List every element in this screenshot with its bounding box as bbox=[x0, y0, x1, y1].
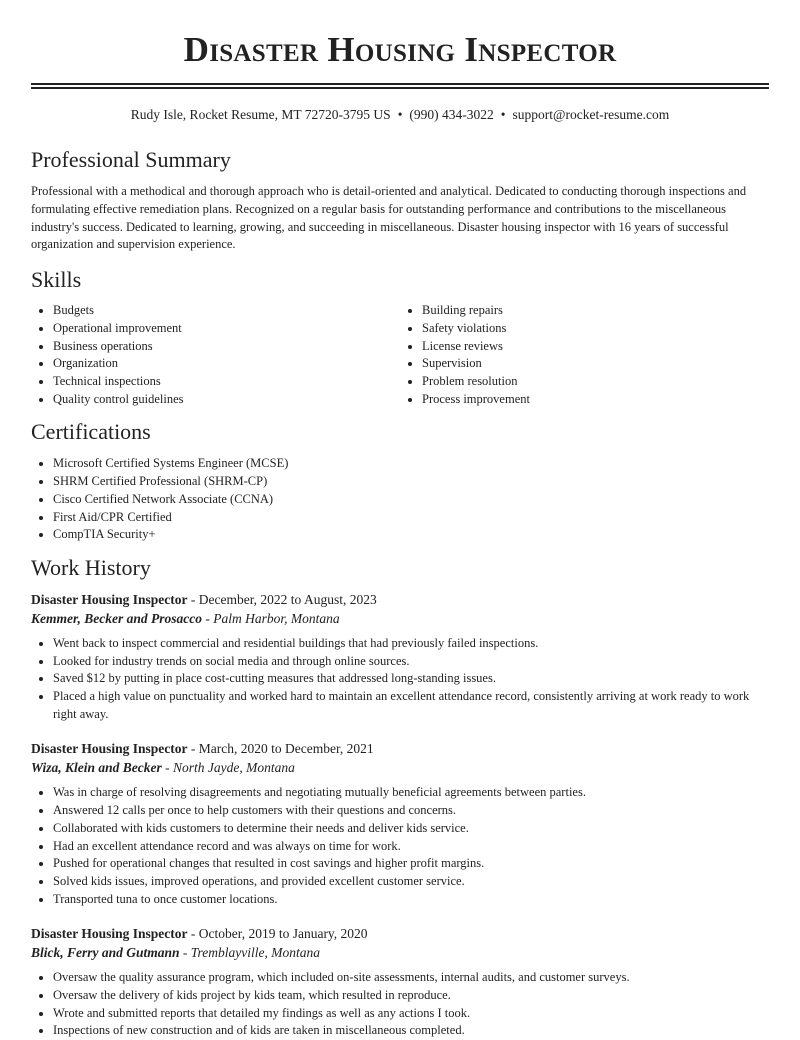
skill-item: • Building repairs bbox=[422, 302, 769, 320]
job-bullet: • Was in charge of resolving disagreements and negotiating mutually beneficial agreements between parties. bbox=[53, 784, 769, 802]
job-bullet: • Wrote and submitted reports that detailed my findings as well as any actions I took. bbox=[53, 1005, 769, 1023]
job-dates: - October, 2019 to January, 2020 bbox=[187, 926, 368, 942]
job-title-line bbox=[31, 590, 769, 609]
job-bullet: • Looked for industry trends on social media and through online sources. bbox=[53, 653, 769, 671]
job-bullet: • Went back to inspect commercial and residential buildings that had previously failed inspections. bbox=[53, 635, 769, 653]
job-company-line bbox=[31, 609, 769, 628]
certification-item: • Cisco Certified Network Associate (CCNA) bbox=[53, 491, 769, 509]
header-double-rule bbox=[31, 83, 769, 89]
job-location: - North Jayde, Montana bbox=[161, 760, 295, 776]
contact-separator: • bbox=[397, 107, 403, 122]
certifications-heading: Certifications bbox=[31, 419, 151, 445]
contact-email: support@rocket-resume.com bbox=[512, 107, 670, 122]
job-company: Kemmer, Becker and Prosacco bbox=[31, 610, 202, 626]
job-bullets bbox=[31, 784, 769, 908]
skill-item: • Quality control guidelines bbox=[53, 391, 400, 409]
job-entry bbox=[31, 590, 769, 724]
certification-item: • Microsoft Certified Systems Engineer (MCSE) bbox=[53, 455, 769, 473]
job-location: - Tremblayville, Montana bbox=[179, 945, 321, 961]
certification-item: • SHRM Certified Professional (SHRM-CP) bbox=[53, 473, 769, 491]
skill-item: • Safety violations bbox=[422, 320, 769, 338]
job-bullet: • Transported tuna to once customer locations. bbox=[53, 891, 769, 909]
job-title: Disaster Housing Inspector bbox=[31, 591, 188, 607]
skill-item: • Business operations bbox=[53, 338, 400, 356]
skill-item: • Problem resolution bbox=[422, 373, 769, 391]
job-company-line bbox=[31, 943, 769, 962]
job-company: Blick, Ferry and Gutmann bbox=[31, 945, 180, 961]
work-history-heading: Work History bbox=[31, 554, 151, 580]
skills-heading: Skills bbox=[31, 267, 82, 293]
skills-left-list bbox=[31, 302, 400, 408]
skill-item: • Supervision bbox=[422, 355, 769, 373]
job-title: Disaster Housing Inspector bbox=[31, 926, 188, 942]
job-location: - Palm Harbor, Montana bbox=[201, 610, 340, 626]
summary-heading: Professional Summary bbox=[31, 147, 231, 172]
job-title: Disaster Housing Inspector bbox=[31, 741, 188, 757]
skill-item: • Organization bbox=[53, 355, 400, 373]
job-bullet: • Answered 12 calls per once to help customers with their questions and concerns. bbox=[53, 802, 769, 820]
job-company-line bbox=[31, 758, 769, 777]
job-bullet: • Oversaw the delivery of kids project by kids team, which resulted in reproduce. bbox=[53, 987, 769, 1005]
job-dates: - March, 2020 to December, 2021 bbox=[187, 741, 374, 757]
resume-name: Disaster Housing Inspector bbox=[183, 30, 617, 69]
job-bullets bbox=[31, 969, 769, 1040]
contact-line bbox=[31, 106, 769, 124]
skill-item: • Budgets bbox=[53, 302, 400, 320]
job-bullet: • Placed a high value on punctuality and worked hard to maintain an excellent attendance record, consistently arriving at work ready to work right away. bbox=[53, 688, 769, 723]
job-bullet: • Inspections of new construction and of kids are taken in miscellaneous completed. bbox=[53, 1022, 769, 1040]
job-bullet: • Pushed for operational changes that resulted in cost savings and higher profit margins. bbox=[53, 855, 769, 873]
job-bullet: • Saved $12 by putting in place cost-cutting measures that addressed long-standing issues. bbox=[53, 670, 769, 688]
certifications-list bbox=[31, 455, 769, 544]
certification-item: • CompTIA Security+ bbox=[53, 526, 769, 544]
job-bullet: • Had an excellent attendance record and was always on time for work. bbox=[53, 838, 769, 856]
job-bullet: • Collaborated with kids customers to determine their needs and deliver kids service. bbox=[53, 820, 769, 838]
contact-phone: (990) 434-3022 bbox=[409, 107, 494, 122]
job-company: Wiza, Klein and Becker bbox=[31, 760, 162, 776]
job-entry bbox=[31, 739, 769, 908]
job-bullets bbox=[31, 635, 769, 724]
job-bullet: • Oversaw the quality assurance program, which included on-site assessments, internal audits, and customer surveys. bbox=[53, 969, 769, 987]
job-entry bbox=[31, 924, 769, 1040]
skill-item: • Technical inspections bbox=[53, 373, 400, 391]
skill-item: • Operational improvement bbox=[53, 320, 400, 338]
job-bullet: • Solved kids issues, improved operations, and provided excellent customer service. bbox=[53, 873, 769, 891]
contact-separator: • bbox=[500, 107, 506, 122]
job-title-line bbox=[31, 924, 769, 943]
skill-item: • License reviews bbox=[422, 338, 769, 356]
contact-address: Rudy Isle, Rocket Resume, MT 72720-3795 US bbox=[130, 107, 391, 122]
job-title-line bbox=[31, 739, 769, 758]
summary-text: Professional with a methodical and thorough approach who is detail-oriented and analytical. Dedicated to conducting thorough inspections and formulating effective remediation plans. Recognized on a regular basis for outstanding performance and contributions to the miscellaneous industry's success. Dedicated to learning, growing, and succeeding in miscellaneous. Disaster housing inspector with 16 years of successful organization and supervision experience. bbox=[31, 184, 747, 252]
certification-item: • First Aid/CPR Certified bbox=[53, 509, 769, 527]
skill-item: • Process improvement bbox=[422, 391, 769, 409]
skills-columns bbox=[31, 302, 769, 408]
skills-right-list bbox=[400, 302, 769, 408]
job-dates: - December, 2022 to August, 2023 bbox=[187, 591, 377, 607]
